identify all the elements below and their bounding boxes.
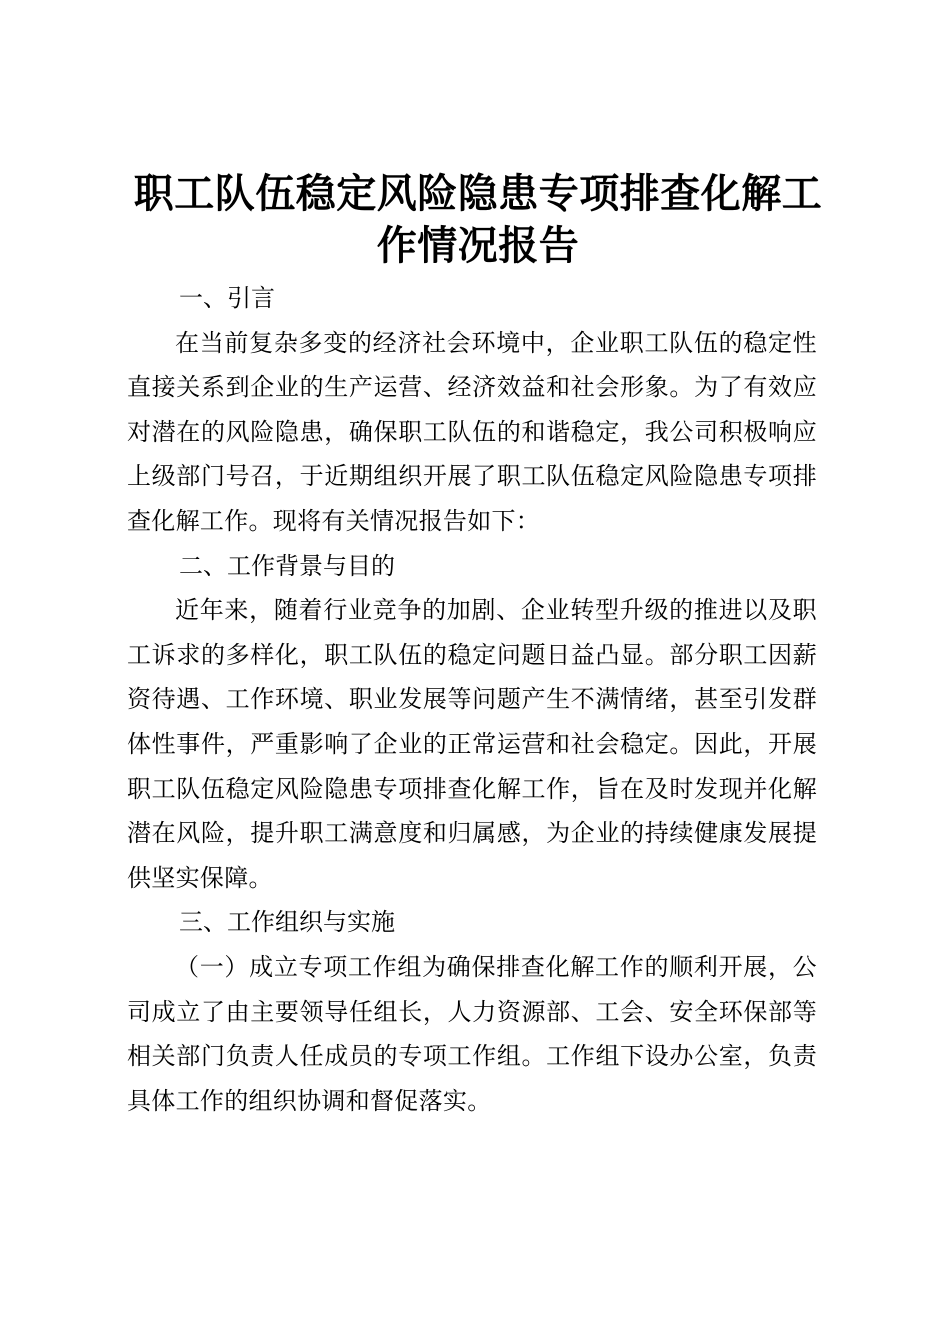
section-heading-background: 二、工作背景与目的 bbox=[179, 551, 395, 580]
document-body bbox=[127, 276, 817, 1123]
section-heading-introduction: 一、引言 bbox=[179, 284, 275, 312]
section-heading-organization: 三、工作组织与实施 bbox=[179, 908, 395, 937]
paragraph-organization: （一）成立专项工作组为确保排查化解工作的顺利开展，公司成立了由主要领导任组长，人力资源部、工会、安全环保部等相关部门负责人任成员的专项工作组。工作组下设办公室，负责具体工作的组织协调和督促落实。 bbox=[127, 952, 817, 1115]
document-title: 职工队伍稳定风险隐患专项排查化解工作情况报告 bbox=[133, 170, 823, 269]
paragraph-introduction: 在当前复杂多变的经济社会环境中，企业职工队伍的稳定性直接关系到企业的生产运营、经济效益和社会形象。为了有效应对潜在的风险隐患，确保职工队伍的和谐稳定，我公司积极响应上级部门号召，于近期组织开展了职工队伍稳定风险隐患专项排查化解工作。现将有关情况报告如下： bbox=[127, 328, 817, 535]
paragraph-background: 近年来，随着行业竞争的加剧、企业转型升级的推进以及职工诉求的多样化，职工队伍的稳定问题日益凸显。部分职工因薪资待遇、工作环境、职业发展等问题产生不满情绪，甚至引发群体性事件，严重影响了企业的正常运营和社会稳定。因此，开展职工队伍稳定风险隐患专项排查化解工作，旨在及时发现并化解潜在风险，提升职工满意度和归属感，为企业的持续健康发展提供坚实保障。 bbox=[127, 596, 817, 892]
